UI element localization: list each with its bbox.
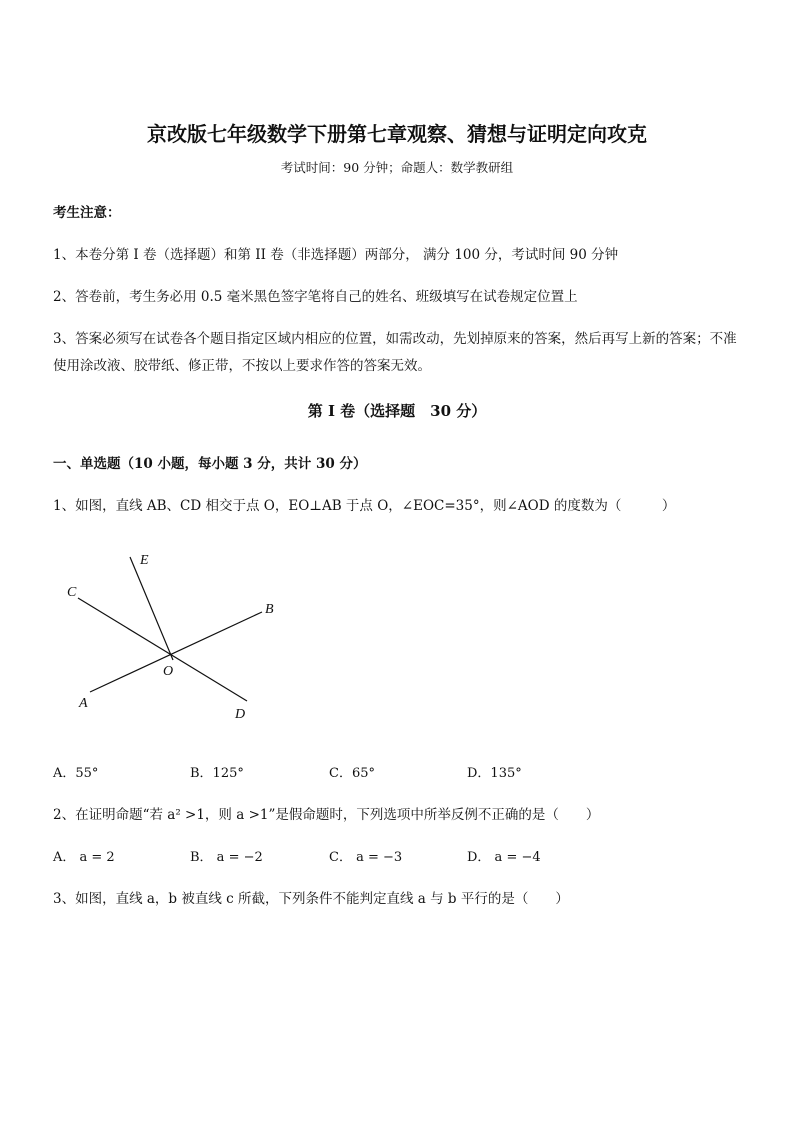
q1-option-b[interactable]: B．125° [190,766,244,781]
q2-option-a[interactable]: A． a = 2 [53,850,115,865]
label-A: A [79,696,88,711]
notice-item-3: 3、答案必须写在试卷各个题目指定区域内相应的位置，如需改动，先划掉原来的答案，然后再写上新的答案；不准使用涂改液、胶带纸、修正带，不按以上要求作答的答案无效。 [53,331,737,374]
part-title: 一、单选题（10 小题，每小题 3 分，共计 30 分） [53,456,367,472]
label-C: C [67,585,77,600]
q1-option-c[interactable]: C．65° [329,766,375,781]
q1-option-a[interactable]: A．55° [53,766,99,781]
exam-info: 考试时间：90 分钟；命题人：数学教研组 [280,160,514,175]
question-1-stem: 1、如图，直线 AB、CD 相交于点 O，EO⊥AB 于点 O，∠EOC=35°，则∠AOD 的度数为（ ） [53,498,676,514]
line-AB [90,612,262,692]
label-E: E [140,553,149,568]
q1-option-d[interactable]: D．135° [467,766,522,781]
question-3-stem: 3、如图，直线 a，b 被直线 c 所截，下列条件不能判定直线 a 与 b 平行的是（ ） [53,891,569,907]
notice-item-1: 1、本卷分第 I 卷（选择题）和第 II 卷（非选择题）两部分， 满分 100 分，考试时间 90 分钟 [53,247,619,263]
notice-heading: 考生注意： [53,205,121,221]
page-title: 京改版七年级数学下册第七章观察、猜想与证明定向攻克 [147,122,647,146]
section-title: 第 I 卷（选择题 30 分） [307,402,487,420]
label-B: B [265,602,274,617]
label-D: D [235,707,246,722]
notice-item-2: 2、答卷前，考生务必用 0.5 毫米黑色签字笔将自己的姓名、班级填写在试卷规定位置上 [53,289,578,305]
q2-option-c[interactable]: C． a = −3 [329,850,403,865]
label-O: O [163,664,174,679]
line-EO [130,557,173,660]
q2-option-b[interactable]: B． a = −2 [190,850,263,865]
question-2-stem: 2、在证明命题“若 a² >1，则 a >1”是假命题时，下列选项中所举反例不正确的是（ ） [53,807,600,823]
q2-option-d[interactable]: D． a = −4 [467,850,541,865]
angle-figure [60,540,300,730]
